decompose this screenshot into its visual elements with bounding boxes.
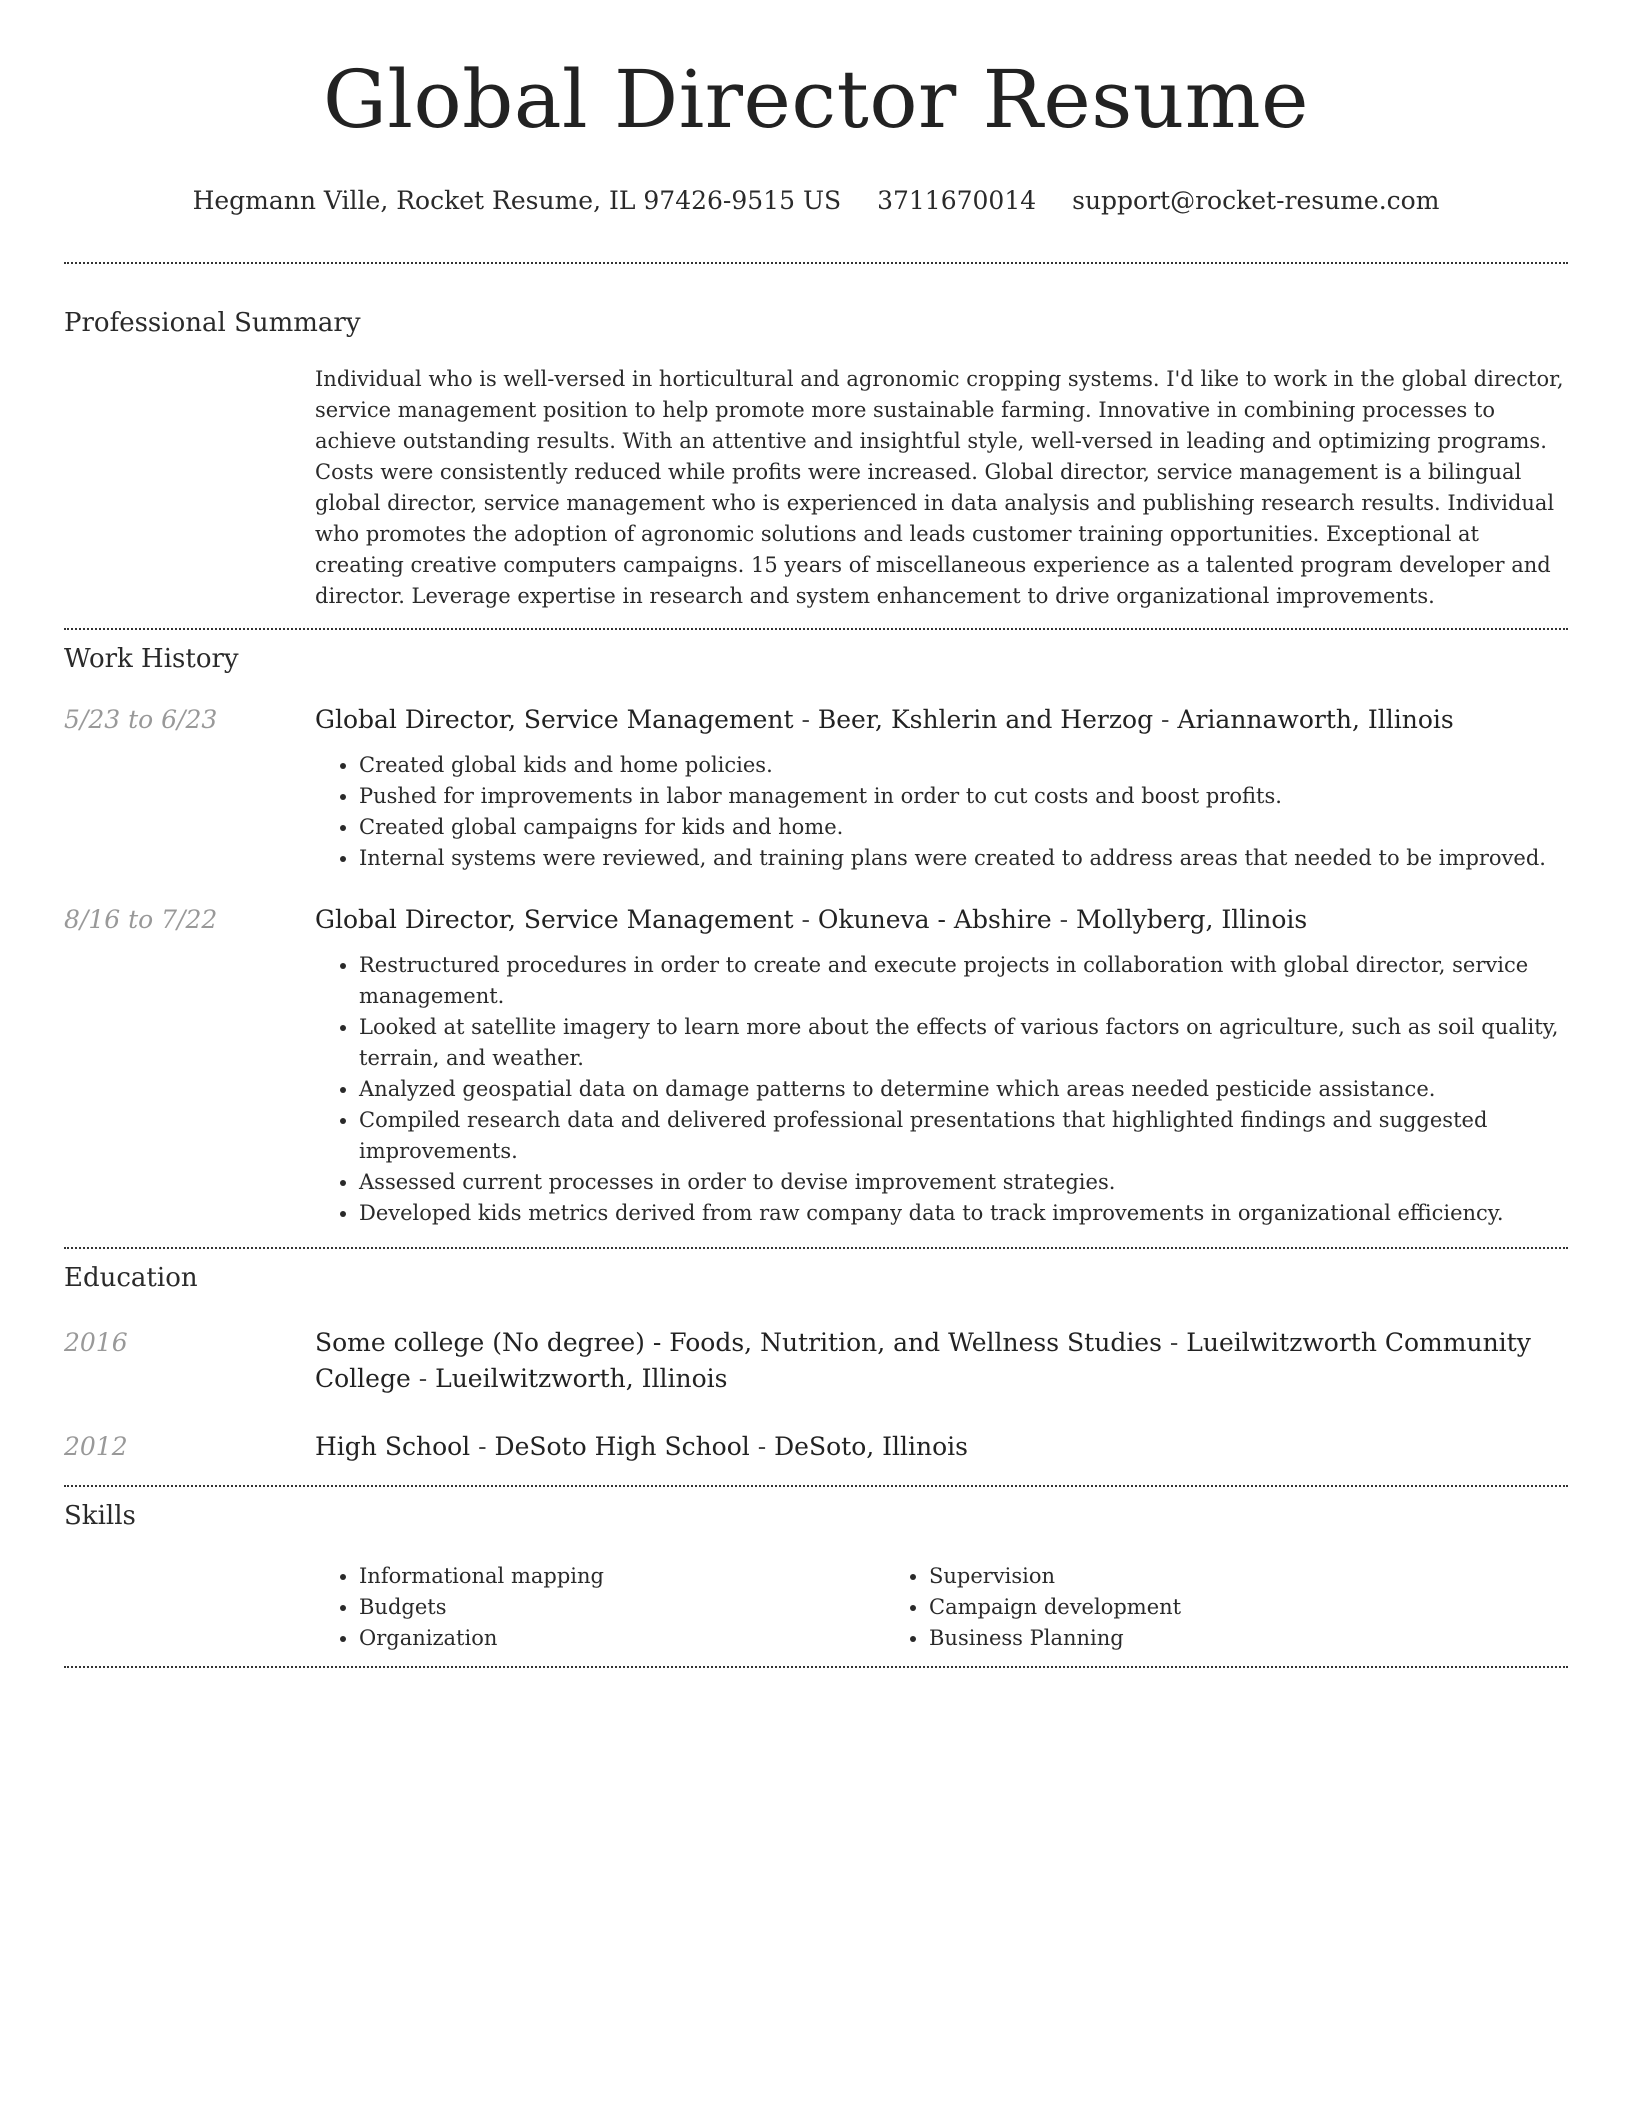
job-company: Beer, Kshlerin and Herzog [817, 705, 1154, 734]
job-title: Global Director, Service Management [315, 905, 794, 934]
education-school: DeSoto High School [494, 1432, 750, 1461]
education-year: 2012 [64, 1432, 128, 1461]
job-bullet: • Looked at satellite imagery to learn more about the effects of various factors on agriculture, such as soil quality, terrain, and weather. [359, 1012, 1568, 1074]
job-bullet: • Pushed for improvements in labor management in order to cut costs and boost profits. [359, 781, 1568, 812]
contact-address: Hegmann Ville, Rocket Resume, IL 97426-9515 US [192, 186, 842, 215]
job-bullet: • Analyzed geospatial data on damage patterns to determine which areas needed pesticide assistance. [359, 1074, 1568, 1105]
job-location: Ariannaworth, Illinois [1177, 705, 1454, 734]
skill-item: • Campaign development [929, 1592, 1455, 1623]
job-bullets [315, 950, 1568, 1229]
education-heading-line: High School - DeSoto High School - DeSoto, Illinois [315, 1432, 968, 1461]
job-bullet: • Compiled research data and delivered professional presentations that highlighted findings and suggested improvements. [359, 1105, 1568, 1167]
resume-title: Global Director Resume [322, 53, 1310, 146]
summary-text: Individual who is well-versed in horticultural and agronomic cropping systems. I'd like to work in the global director, service management position to help promote more sustainable farming. Innovative in combining processes to achieve outstanding results. With an attentive and insightful style, well-versed in leading and optimizing programs. Costs were consistently reduced while profits were increased. Global director, service management is a bilingual global director, service management who is experienced in data analysis and publishing research results. Individual who promotes the adoption of agronomic solutions and leads customer training opportunities. Exceptional at creating creative computers campaigns. 15 years of miscellaneous experience as a talented program developer and director. Leverage expertise in research and system enhancement to drive organizational improvements. [315, 367, 1564, 608]
contact-phone: 3711670014 [877, 186, 1037, 215]
job-heading: Global Director, Service Management - Okuneva - Abshire - Mollyberg, Illinois [315, 905, 1308, 934]
education-heading-line: Some college (No degree) - Foods, Nutrition, and Wellness Studies - Lueilwitzworth Community College - Lueilwitzworth, Illinois [315, 1328, 1531, 1393]
job-bullets [315, 750, 1568, 874]
job-title: Global Director, Service Management [315, 705, 794, 734]
section-divider [64, 1666, 1568, 1668]
job-heading: Global Director, Service Management - Beer, Kshlerin and Herzog - Ariannaworth, Illinois [315, 705, 1454, 734]
job-entry [64, 702, 1568, 874]
skills-column-right [885, 1561, 1455, 1654]
job-dates: 8/16 to 7/22 [64, 905, 218, 934]
education-location: DeSoto, Illinois [774, 1432, 968, 1461]
education-entry [64, 1429, 1568, 1465]
job-bullet: • Created global campaigns for kids and home. [359, 812, 1568, 843]
section-divider [64, 1247, 1568, 1249]
skills-heading: Skills [64, 1501, 136, 1531]
education-year: 2016 [64, 1328, 128, 1357]
skill-item: • Budgets [359, 1592, 885, 1623]
job-bullet: • Developed kids metrics derived from raw company data to track improvements in organizational efficiency. [359, 1198, 1568, 1229]
education-location: Lueilwitzworth, Illinois [435, 1364, 728, 1393]
job-dates: 5/23 to 6/23 [64, 705, 218, 734]
contact-email: support@rocket-resume.com [1072, 186, 1440, 215]
contact-line [64, 184, 1568, 218]
job-company: Okuneva - Abshire [817, 905, 1052, 934]
work-history-heading: Work History [64, 644, 239, 674]
skill-item: • Informational mapping [359, 1561, 885, 1592]
skill-item: • Organization [359, 1623, 885, 1654]
education-degree: Some college (No degree) - Foods, Nutrition, and Wellness Studies [315, 1328, 1162, 1357]
summary-heading: Professional Summary [64, 308, 361, 338]
education-entry [64, 1325, 1568, 1397]
job-bullet: • Internal systems were reviewed, and training plans were created to address areas that needed to be improved. [359, 843, 1568, 874]
job-bullet: • Assessed current processes in order to devise improvement strategies. [359, 1167, 1568, 1198]
job-bullet: • Created global kids and home policies. [359, 750, 1568, 781]
skills-list [315, 1561, 1568, 1654]
job-entry [64, 902, 1568, 1229]
section-divider [64, 628, 1568, 630]
education-degree: High School [315, 1432, 471, 1461]
job-bullet: • Restructured procedures in order to create and execute projects in collaboration with global director, service management. [359, 950, 1568, 1012]
section-divider [64, 262, 1568, 264]
education-heading: Education [64, 1263, 198, 1293]
skills-column-left [315, 1561, 885, 1654]
skill-item: • Supervision [929, 1561, 1455, 1592]
job-location: Mollyberg, Illinois [1075, 905, 1308, 934]
education-school: Lueilwitzworth Community College [315, 1328, 1531, 1393]
skill-item: • Business Planning [929, 1623, 1455, 1654]
section-divider [64, 1485, 1568, 1487]
